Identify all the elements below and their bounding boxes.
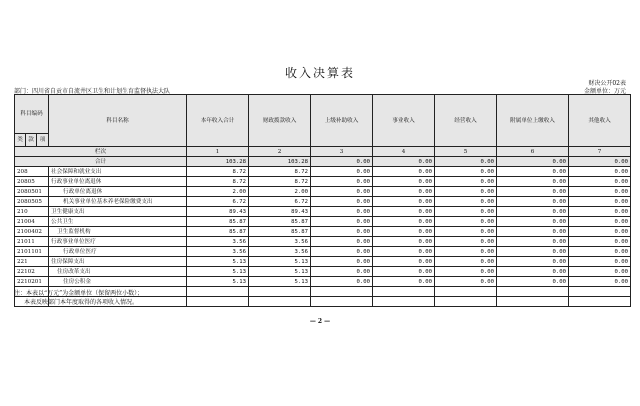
row-value: [187, 297, 249, 307]
row-value: 0.00: [569, 197, 631, 207]
form-code: 财决公开02表: [588, 80, 626, 87]
row-value: [373, 287, 435, 297]
row-value: 0.00: [435, 207, 497, 217]
total-value: 0.00: [569, 157, 631, 167]
row-value: 0.00: [311, 167, 373, 177]
row-code: 2080501: [15, 187, 49, 197]
row-name: 行政事业单位离退休: [49, 177, 187, 187]
row-name: 卫生健康支出: [49, 207, 187, 217]
row-code: 22102: [15, 267, 49, 277]
col-num-1: 1: [187, 147, 249, 157]
row-value: [187, 287, 249, 297]
total-value: 0.00: [311, 157, 373, 167]
row-value: 0.00: [373, 277, 435, 287]
row-value: 0.00: [435, 267, 497, 277]
row-value: 0.00: [497, 257, 569, 267]
table-row: [15, 197, 631, 207]
row-value: 89.43: [249, 207, 311, 217]
row-name: 行政单位医疗: [49, 247, 187, 257]
row-value: 0.00: [497, 227, 569, 237]
row-name: 社会保障和就业支出: [49, 167, 187, 177]
row-value: 0.00: [373, 237, 435, 247]
header-col-3: 上级补助收入: [311, 95, 373, 147]
col-num-5: 5: [435, 147, 497, 157]
row-value: 0.00: [435, 187, 497, 197]
row-value: 0.00: [497, 177, 569, 187]
row-value: 5.13: [187, 257, 249, 267]
row-value: 3.56: [187, 247, 249, 257]
total-row: [15, 157, 631, 167]
row-value: 0.00: [435, 167, 497, 177]
row-value: 5.13: [187, 267, 249, 277]
table-row: [15, 247, 631, 257]
unit-label: 金额单位：万元: [583, 88, 626, 95]
row-value: 0.00: [311, 177, 373, 187]
row-value: 3.56: [187, 237, 249, 247]
row-value: 2.00: [187, 187, 249, 197]
row-value: 89.43: [187, 207, 249, 217]
page-title: 收入决算表: [284, 66, 355, 80]
row-value: [373, 297, 435, 307]
note-line: 注：本表以“万元”为金额单位（保留两位小数）；: [14, 290, 144, 297]
row-value: 0.00: [435, 177, 497, 187]
total-value: 103.28: [249, 157, 311, 167]
header-col-7: 其他收入: [569, 95, 631, 147]
row-value: 0.00: [569, 237, 631, 247]
row-name: 住房保障支出: [49, 257, 187, 267]
row-value: 0.00: [569, 257, 631, 267]
row-code: 21004: [15, 217, 49, 227]
table-row: [15, 277, 631, 287]
header-col-4: 事业收入: [373, 95, 435, 147]
row-value: [569, 297, 631, 307]
income-table: [14, 94, 631, 307]
row-value: 85.87: [249, 217, 311, 227]
row-value: 0.00: [569, 207, 631, 217]
row-value: 0.00: [373, 187, 435, 197]
row-code: 2100402: [15, 227, 49, 237]
row-value: [569, 287, 631, 297]
row-name: 公共卫生: [49, 217, 187, 227]
header-name: 科目名称: [49, 95, 187, 147]
row-value: 8.72: [249, 167, 311, 177]
header-lei: 类: [15, 134, 26, 147]
row-value: [249, 287, 311, 297]
header-xiang: 项: [37, 134, 49, 147]
row-code: 208: [15, 167, 49, 177]
row-name: 住房公积金: [49, 277, 187, 287]
row-value: 5.13: [249, 277, 311, 287]
row-code: 2210201: [15, 277, 49, 287]
row-value: 0.00: [435, 237, 497, 247]
row-code: 221: [15, 257, 49, 267]
row-value: 0.00: [569, 277, 631, 287]
table-row: [15, 237, 631, 247]
row-value: [497, 287, 569, 297]
row-value: [497, 297, 569, 307]
col-num-7: 7: [569, 147, 631, 157]
table-row: [15, 177, 631, 187]
total-value: 0.00: [435, 157, 497, 167]
table-row: [15, 187, 631, 197]
row-value: 0.00: [373, 257, 435, 267]
row-label: 栏次: [15, 147, 187, 157]
row-code: 21011: [15, 237, 49, 247]
row-name: 机关事业单位基本养老保险缴费支出: [49, 197, 187, 207]
row-value: 0.00: [569, 177, 631, 187]
row-value: 0.00: [435, 247, 497, 257]
row-value: 85.87: [249, 227, 311, 237]
table-row: [15, 217, 631, 227]
row-value: 0.00: [497, 167, 569, 177]
row-value: 0.00: [497, 237, 569, 247]
col-num-6: 6: [497, 147, 569, 157]
row-value: 0.00: [311, 277, 373, 287]
header-col-1: 本年收入合计: [187, 95, 249, 147]
row-value: 85.87: [187, 217, 249, 227]
row-value: [249, 297, 311, 307]
row-value: 0.00: [569, 227, 631, 237]
row-value: [311, 287, 373, 297]
row-value: 0.00: [373, 197, 435, 207]
row-value: 0.00: [497, 187, 569, 197]
row-name: 卫生监督机构: [49, 227, 187, 237]
row-value: 0.00: [435, 197, 497, 207]
row-value: 8.72: [249, 177, 311, 187]
header-kuan: 款: [26, 134, 37, 147]
row-value: 0.00: [311, 217, 373, 227]
row-value: 0.00: [435, 277, 497, 287]
row-value: 0.00: [497, 247, 569, 257]
notes: [14, 289, 143, 307]
header-code-group: 科目编码: [15, 95, 49, 134]
row-value: 0.00: [373, 217, 435, 227]
department-label: 部门：四川省自贡市自流井区卫生和计划生育监督执法大队: [14, 88, 171, 95]
row-value: 0.00: [311, 197, 373, 207]
row-value: 2.00: [249, 187, 311, 197]
row-value: 0.00: [497, 277, 569, 287]
row-value: 3.56: [249, 237, 311, 247]
row-value: 5.13: [187, 277, 249, 287]
row-name: 行政事业单位医疗: [49, 237, 187, 247]
col-num-3: 3: [311, 147, 373, 157]
table-row: [15, 207, 631, 217]
row-value: 0.00: [497, 217, 569, 227]
table-row: [15, 257, 631, 267]
row-value: 0.00: [373, 177, 435, 187]
row-value: 0.00: [569, 267, 631, 277]
row-value: [311, 297, 373, 307]
row-name: 行政单位离退休: [49, 187, 187, 197]
row-value: 0.00: [569, 187, 631, 197]
header-col-6: 附属单位上缴收入: [497, 95, 569, 147]
row-value: 0.00: [311, 227, 373, 237]
header-col-2: 财政拨款收入: [249, 95, 311, 147]
col-num-2: 2: [249, 147, 311, 157]
row-value: 0.00: [311, 247, 373, 257]
table-body: [15, 167, 631, 307]
row-name: 住房改革支出: [49, 267, 187, 277]
row-value: 5.13: [249, 257, 311, 267]
column-number-row: [15, 147, 631, 157]
row-value: 0.00: [311, 267, 373, 277]
row-value: 6.72: [187, 197, 249, 207]
row-value: 3.56: [249, 247, 311, 257]
total-label: 合计: [15, 157, 187, 167]
row-value: 0.00: [373, 247, 435, 257]
row-code: 20805: [15, 177, 49, 187]
row-value: 0.00: [435, 227, 497, 237]
total-value: 0.00: [497, 157, 569, 167]
row-value: 6.72: [249, 197, 311, 207]
row-value: 0.00: [373, 207, 435, 217]
row-value: 0.00: [373, 267, 435, 277]
row-value: 0.00: [311, 257, 373, 267]
header-col-5: 经营收入: [435, 95, 497, 147]
row-value: 0.00: [311, 207, 373, 217]
row-value: 0.00: [435, 257, 497, 267]
table-row: [15, 167, 631, 177]
row-value: 0.00: [569, 247, 631, 257]
total-value: 0.00: [373, 157, 435, 167]
row-code: 2101101: [15, 247, 49, 257]
page-number: — 2 —: [309, 318, 331, 325]
row-value: 0.00: [373, 227, 435, 237]
row-value: 0.00: [497, 267, 569, 277]
col-num-4: 4: [373, 147, 435, 157]
row-value: 8.72: [187, 167, 249, 177]
row-value: 0.00: [569, 217, 631, 227]
row-value: 0.00: [373, 167, 435, 177]
row-value: [435, 297, 497, 307]
row-value: [435, 287, 497, 297]
row-value: 0.00: [435, 217, 497, 227]
row-code: 210: [15, 207, 49, 217]
table-row: [15, 227, 631, 237]
row-value: 0.00: [311, 187, 373, 197]
row-value: 0.00: [311, 237, 373, 247]
row-value: 8.72: [187, 177, 249, 187]
row-value: 85.87: [187, 227, 249, 237]
total-value: 103.28: [187, 157, 249, 167]
row-value: 0.00: [569, 167, 631, 177]
row-value: 0.00: [497, 207, 569, 217]
row-code: 2080505: [15, 197, 49, 207]
row-value: 5.13: [249, 267, 311, 277]
note-line: 本表反映部门本年度取得的各项收入情况。: [24, 299, 139, 306]
table-row: [15, 267, 631, 277]
row-value: 0.00: [497, 197, 569, 207]
